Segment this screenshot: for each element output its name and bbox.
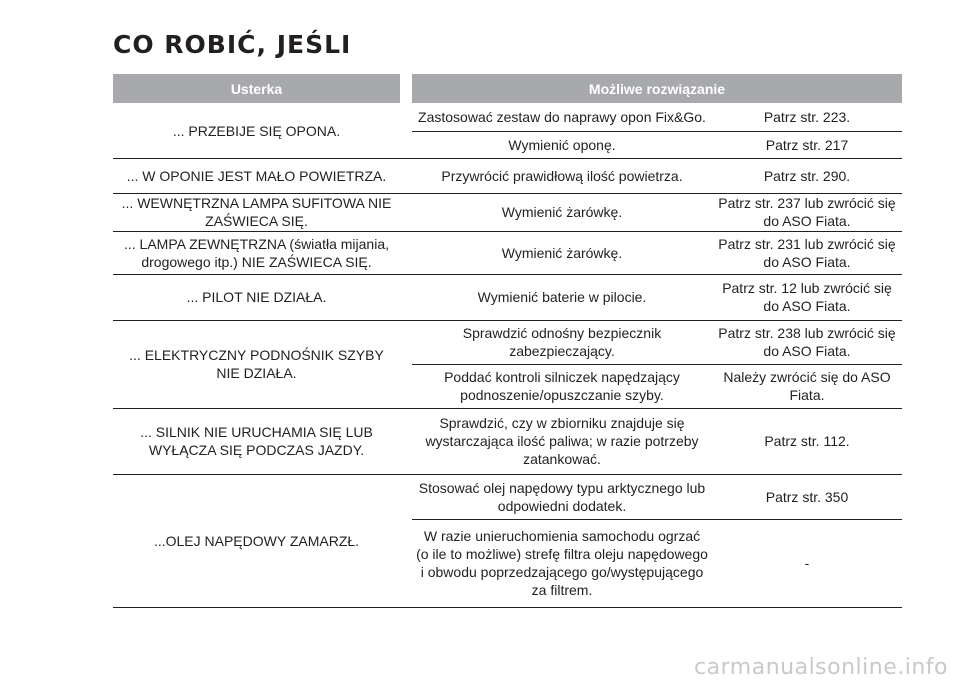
- solution-reference: Patrz str. 238 lub zwrócić się do ASO Fiata.: [718, 325, 896, 359]
- solution-action: W razie unieruchomienia samochodu ogrzać (o ile to możliwe) strefę filtra oleju napędowego i obwodu poprzedzającego go/występującego za filtrem.: [416, 528, 708, 598]
- solution-reference: Patrz str. 350: [765, 488, 849, 505]
- sub-row-divider: [412, 519, 902, 520]
- solution-action: Wymienić żarówkę.: [501, 204, 623, 220]
- solution-reference: -: [804, 555, 810, 571]
- issue-cell: ... W OPONIE JEST MAŁO POWIETRZA.: [126, 167, 387, 184]
- issue-cell: ... WEWNĘTRZNA LAMPA SUFITOWA NIE ZAŚWIECA SIĘ.: [121, 195, 392, 229]
- issue-cell: ... ELEKTRYCZNY PODNOŚNIK SZYBY NIE DZIAŁA.: [129, 347, 384, 381]
- solution-reference: Patrz str. 217: [765, 136, 849, 153]
- solution-action: Przywrócić prawidłową ilość powietrza.: [441, 167, 683, 184]
- issue-cell: ...OLEJ NAPĘDOWY ZAMARZŁ.: [153, 532, 360, 549]
- column-header-solution: Możliwe rozwiązanie: [412, 74, 902, 103]
- solution-reference: Patrz str. 231 lub zwrócić się do ASO Fiata.: [718, 235, 896, 270]
- solution-action: Sprawdzić, czy w zbiorniku znajduje się wystarczająca ilość paliwa; w razie potrzeby zatankować.: [425, 415, 699, 467]
- column-header-issue: Usterka: [113, 74, 400, 103]
- sub-row-divider: [412, 131, 902, 132]
- sub-row-divider: [412, 364, 902, 365]
- issue-cell: ... LAMPA ZEWNĘTRZNA (światła mijania, drogowego itp.) NIE ZAŚWIECA SIĘ.: [123, 235, 389, 270]
- page-title: CO ROBIĆ, JEŚLI: [113, 30, 352, 59]
- solution-reference: Należy zwrócić się do ASO Fiata.: [723, 369, 891, 403]
- issue-cell: ... PRZEBIJE SIĘ OPONA.: [172, 122, 341, 139]
- solution-action: Wymienić oponę.: [508, 136, 616, 153]
- solution-reference: Patrz str. 112.: [764, 433, 850, 449]
- row-divider: [113, 607, 902, 608]
- issue-cell: ... PILOT NIE DZIAŁA.: [186, 289, 327, 305]
- solution-action: Poddać kontroli silniczek napędzający podnoszenie/opuszczanie szyby.: [444, 369, 680, 403]
- solution-reference: Patrz str. 290.: [763, 167, 851, 184]
- watermark: carmanualsonline.info: [694, 655, 948, 680]
- solution-action: Wymienić żarówkę.: [501, 244, 623, 261]
- solution-reference: Patrz str. 223.: [763, 109, 851, 125]
- issue-cell: ... SILNIK NIE URUCHAMIA SIĘ LUB WYŁĄCZA SIĘ PODCZAS JAZDY.: [140, 424, 373, 458]
- solution-action: Zastosować zestaw do naprawy opon Fix&Go.: [418, 109, 706, 125]
- solution-reference: Patrz str. 237 lub zwrócić się do ASO Fiata.: [718, 195, 896, 229]
- solution-action: Wymienić baterie w pilocie.: [477, 289, 647, 305]
- solution-action: Sprawdzić odnośny bezpiecznik zabezpieczający.: [462, 325, 662, 359]
- solution-action: Stosować olej napędowy typu arktycznego lub odpowiedni dodatek.: [418, 479, 706, 514]
- solution-reference: Patrz str. 12 lub zwrócić się do ASO Fiata.: [722, 280, 892, 314]
